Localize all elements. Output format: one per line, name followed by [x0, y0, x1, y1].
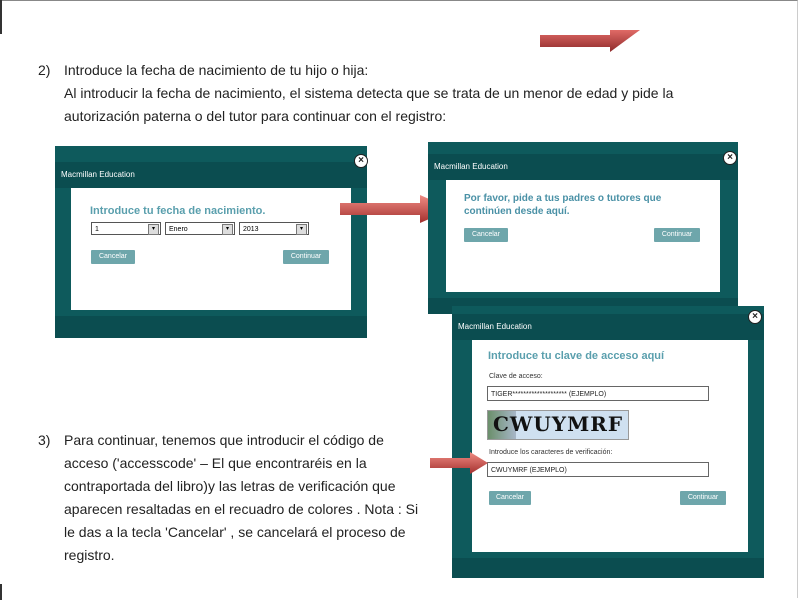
top-arrow-icon	[540, 30, 645, 56]
dialog-title: Macmillan Education	[428, 154, 738, 180]
captcha-image	[487, 410, 629, 440]
step-3-line: aparecen resaltadas en el recuadro de colores . Nota : Si	[64, 501, 419, 517]
dialog-title: Macmillan Education	[55, 162, 367, 188]
step-3-line: le das a la tecla 'Cancelar' , se cancelará el proceso de	[64, 524, 406, 540]
parent-consent-dialog-screenshot	[428, 142, 738, 314]
close-icon[interactable]: ×	[723, 151, 737, 165]
step-2-number: 2)	[38, 62, 51, 78]
chevron-down-icon: ▾	[148, 224, 159, 235]
step-3-line: registro.	[64, 547, 115, 563]
step-3	[38, 429, 428, 569]
continue-button[interactable]: Continuar	[680, 491, 726, 505]
step-3-number: 3)	[38, 432, 51, 448]
dialog-panel	[472, 340, 748, 552]
dialog-footer	[55, 316, 367, 338]
dialog-footer	[452, 558, 764, 578]
access-code-input[interactable]: TIGER******************** (EJEMPLO)	[487, 386, 709, 401]
access-code-heading: Introduce tu clave de acceso aquí	[488, 350, 665, 362]
step-2-line: Al introducir la fecha de nacimiento, el sistema detecta que se trata de un menor de edad y pide la	[64, 85, 674, 101]
dialog-title: Macmillan Education	[452, 314, 764, 340]
month-select[interactable]: Enero ▾	[165, 222, 235, 235]
verification-label: Introduce los caracteres de verificación:	[489, 449, 613, 456]
page-edge-mark-bottom	[0, 584, 2, 600]
close-icon[interactable]: ×	[354, 154, 368, 168]
birthdate-heading: Introduce tu fecha de nacimiento.	[90, 205, 266, 217]
captcha-text: CWUYMRF	[492, 412, 624, 436]
page-edge-mark	[0, 0, 2, 34]
right-arrow-icon	[430, 452, 490, 474]
continue-button[interactable]: Continuar	[654, 228, 700, 242]
continue-button[interactable]: Continuar	[283, 250, 329, 264]
access-code-label: Clave de acceso:	[489, 373, 543, 380]
close-icon[interactable]: ×	[748, 310, 762, 324]
step-2-line: Introduce la fecha de nacimiento de tu hijo o hija:	[64, 62, 369, 78]
year-select[interactable]: 2013 ▾	[239, 222, 309, 235]
access-code-dialog-screenshot	[452, 306, 764, 578]
chevron-down-icon: ▾	[296, 224, 307, 235]
step-3-line: acceso ('accesscode' – El que encontraréis en la	[64, 455, 367, 471]
cancel-button[interactable]: Cancelar	[489, 491, 531, 505]
consent-message-line: continúen desde aquí.	[464, 206, 570, 217]
step-3-line: Para continuar, tenemos que introducir el código de	[64, 432, 384, 448]
verification-input[interactable]: CWUYMRF (EJEMPLO)	[487, 462, 709, 477]
chevron-down-icon: ▾	[222, 224, 233, 235]
step-3-line: contraportada del libro)y las letras de verificación que	[64, 478, 396, 494]
cancel-button[interactable]: Cancelar	[464, 228, 508, 242]
day-select[interactable]: 1 ▾	[91, 222, 161, 235]
step-2-line: autorización paterna o del tutor para continuar con el registro:	[64, 108, 447, 124]
cancel-button[interactable]: Cancelar	[91, 250, 135, 264]
step-2	[38, 59, 778, 129]
consent-message-line: Por favor, pide a tus padres o tutores que	[464, 193, 662, 204]
birthdate-dialog-screenshot	[55, 146, 367, 338]
